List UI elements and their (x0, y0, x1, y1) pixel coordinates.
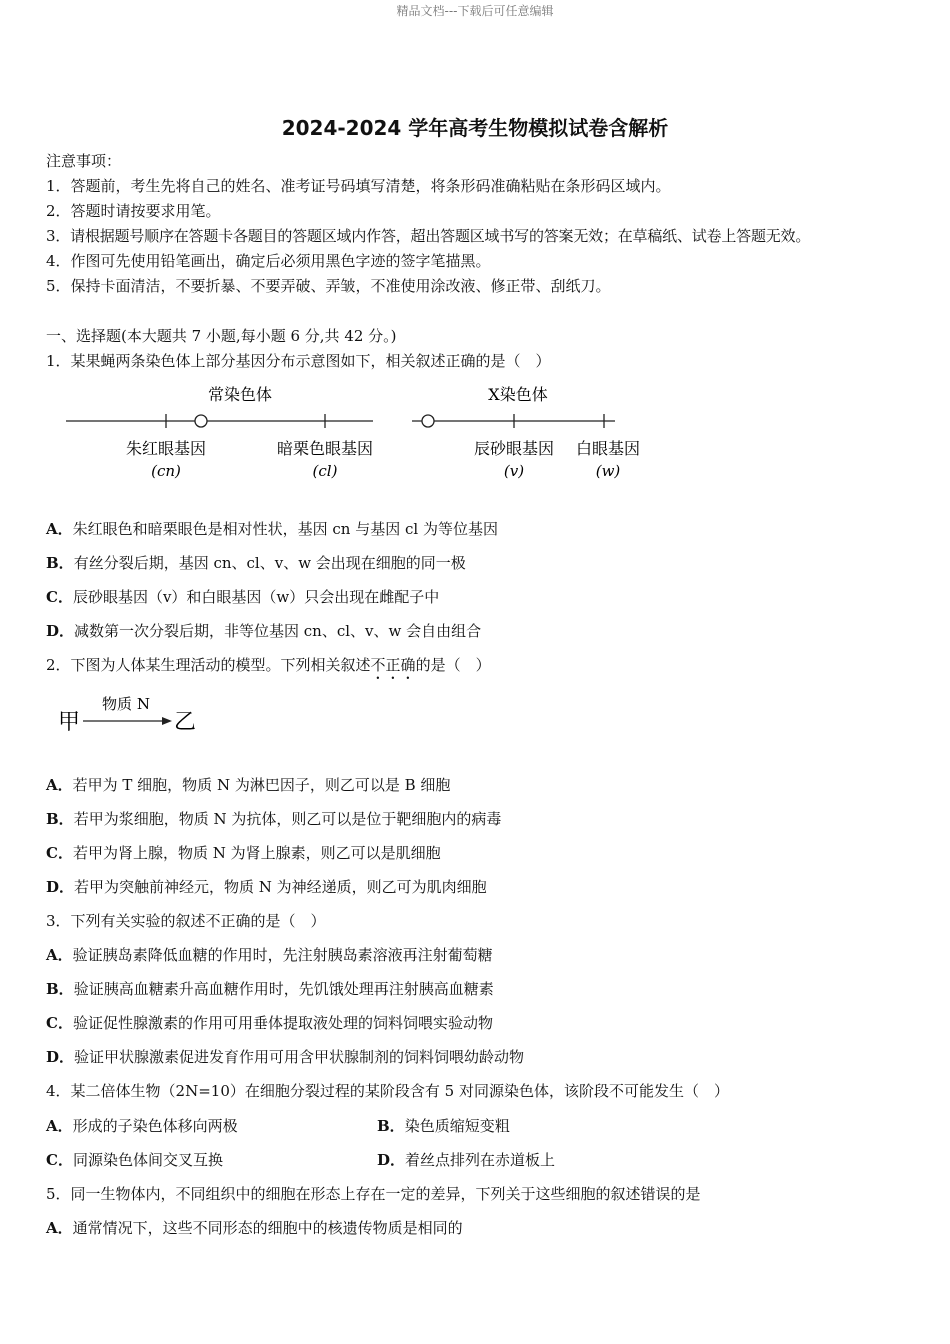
x-chromosome-title: X染色体 (488, 385, 548, 404)
autosome-centromere (195, 415, 207, 427)
x-centromere (422, 415, 434, 427)
option-b: B．染色质缩短变粗 (377, 1117, 510, 1135)
question-5-stem: 5．同一生物体内，不同组织中的细胞在形态上存在一定的差异，下列关于这些细胞的叙述错误的是 (46, 1185, 701, 1203)
option-a: A．验证胰岛素降低血糖的作用时，先注射胰岛素溶液再注射葡萄糖 (46, 946, 493, 964)
gene-name-w: 白眼基因 (575, 439, 641, 458)
notice-heading: 注意事项： (46, 152, 122, 170)
option-c: C．若甲为肾上腺，物质 N 为肾上腺素，则乙可以是肌细胞 (46, 844, 441, 862)
option-a: A．若甲为 T 细胞，物质 N 为淋巴因子，则乙可以是 B 细胞 (46, 776, 451, 794)
gene-symbol-cl: (cl) (312, 462, 338, 480)
autosome-title: 常染色体 (207, 385, 273, 404)
option-c: C．验证促性腺激素的作用可用垂体提取液处理的饲料饲喂实验动物 (46, 1014, 493, 1032)
option-b: B．若甲为浆细胞，物质 N 为抗体，则乙可以是位于靶细胞内的病毒 (46, 810, 502, 828)
page-title: 2024-2024 学年高考生物模拟试卷含解析 (281, 116, 669, 140)
notice-item: 4．作图可先使用铅笔画出，确定后必须用黑色字迹的签字笔描黑。 (46, 252, 491, 270)
gene-name-cn: 朱红眼基因 (125, 439, 207, 458)
option-c: C．辰砂眼基因（v）和白眼基因（w）只会出现在雌配子中 (46, 588, 440, 606)
emphasis-text: 不正确 (370, 656, 416, 674)
gene-symbol-v: (v) (503, 462, 525, 480)
option-d: D．着丝点排列在赤道板上 (377, 1151, 556, 1169)
option-b: B．验证胰高血糖素升高血糖作用时，先饥饿处理再注射胰高血糖素 (46, 980, 494, 998)
arrow-label: 物质 N (102, 695, 150, 713)
notice-item: 2．答题时请按要求用笔。 (46, 202, 221, 220)
question-1-stem: 1．某果蝇两条染色体上部分基因分布示意图如下，相关叙述正确的是（ ） (46, 352, 551, 370)
option-d: D．验证甲状腺激素促进发育作用可用含甲状腺制剂的饲料饲喂幼龄动物 (46, 1048, 525, 1066)
target-label: 乙 (174, 710, 197, 735)
gene-symbol-cn: (cn) (151, 462, 181, 480)
option-a: A．朱红眼色和暗栗眼色是相对性状，基因 cn 与基因 cl 为等位基因 (46, 520, 498, 538)
question-3-stem: 3．下列有关实验的叙述不正确的是（ ） (46, 912, 326, 930)
notice-item: 5．保持卡面清洁，不要折暴、不要弄破、弄皱，不准使用涂改液、修正带、刮纸刀。 (46, 277, 611, 295)
section-heading: 一、选择题(本大题共 7 小题,每小题 6 分,共 42 分。) (46, 327, 397, 345)
option-a: A．形成的子染色体移向两极 (46, 1117, 238, 1135)
gene-name-v: 辰砂眼基因 (473, 439, 555, 458)
notice-item: 1．答题前，考生先将自己的姓名、准考证号码填写清楚，将条形码准确粘贴在条形码区域内。 (46, 177, 671, 195)
option-d: D．若甲为突触前神经元，物质 N 为神经递质，则乙可为肌肉细胞 (46, 878, 487, 896)
arrow-head (162, 717, 172, 725)
question-4-stem: 4．某二倍体生物（2N=10）在细胞分裂过程的某阶段含有 5 对同源染色体，该阶段不可能发生（ ） (46, 1082, 729, 1100)
option-d: D．减数第一次分裂后期，非等位基因 cn、cl、v、w 会自由组合 (46, 622, 482, 640)
source-label: 甲 (58, 710, 81, 735)
option-b: B．有丝分裂后期，基因 cn、cl、v、w 会出现在细胞的同一极 (46, 554, 466, 572)
signal-model-diagram (56, 690, 206, 740)
header-note: 精品文档---下载后可任意编辑 (396, 4, 554, 18)
question-2-stem: 2．下图为人体某生理活动的模型。下列相关叙述不正确的是（ ） (46, 656, 491, 674)
gene-symbol-w: (w) (595, 462, 621, 480)
chromosome-diagram (60, 378, 660, 488)
notice-item: 3．请根据题号顺序在答题卡各题目的答题区域内作答，超出答题区域书写的答案无效；在草稿纸、试卷上答题无效。 (46, 227, 811, 245)
gene-name-cl: 暗栗色眼基因 (276, 439, 374, 458)
option-c: C．同源染色体间交叉互换 (46, 1151, 223, 1169)
option-a: A．通常情况下，这些不同形态的细胞中的核遗传物质是相同的 (46, 1219, 463, 1237)
